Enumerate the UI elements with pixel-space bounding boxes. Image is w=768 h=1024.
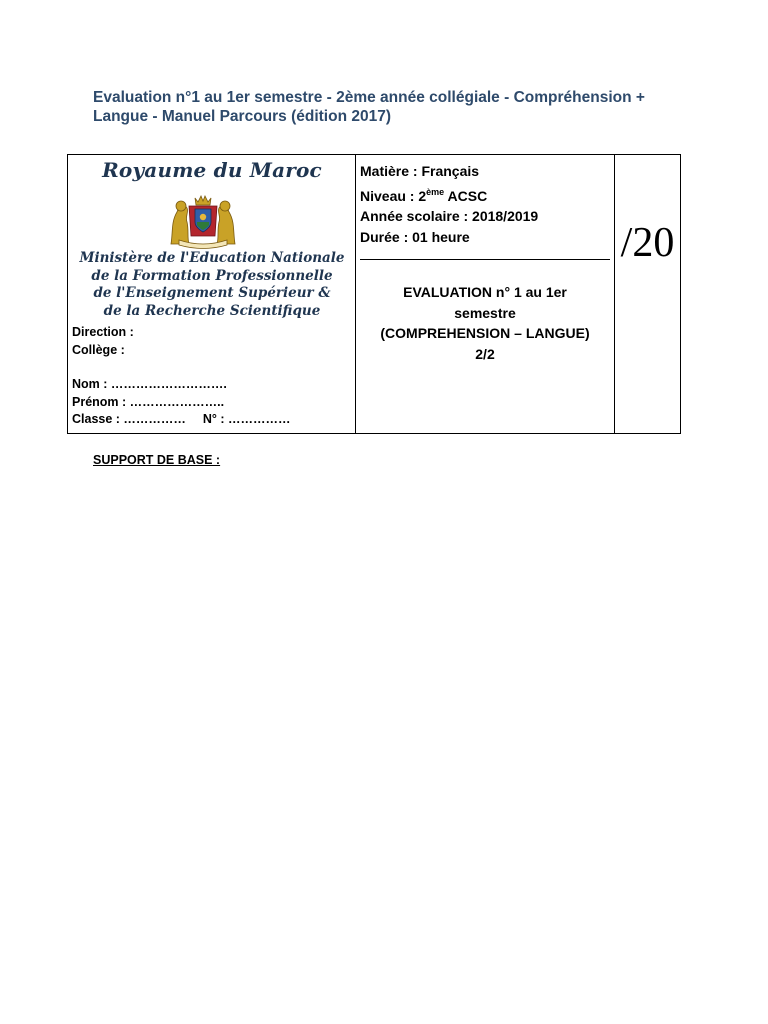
level-line: Niveau : 2ème ACSC [360, 186, 488, 204]
duration-line: Durée : 01 heure [360, 228, 470, 245]
ministry-line: de la Formation Professionnelle [91, 267, 333, 284]
document-title-line-2: Langue - Manuel Parcours (édition 2017) [93, 108, 392, 125]
school-year-line: Année scolaire : 2018/2019 [360, 208, 539, 224]
score-total: /20 [620, 220, 675, 266]
ministry-line: de la Recherche Scientifique [103, 302, 321, 319]
classe-row [72, 411, 291, 429]
ministry-line: de l'Enseignement Supérieur & [93, 285, 331, 301]
exam-header-table [67, 154, 681, 434]
moroccan-coat-of-arms-icon [167, 192, 239, 250]
classe-field: Classe : …………… [72, 412, 186, 426]
college-label: Collège : [72, 342, 125, 357]
evaluation-title: EVALUATION n° 1 au 1er semestre (COMPREHENSION – LANGUE) 2/2 [380, 284, 590, 362]
exam-details-cell [356, 155, 615, 433]
separator-line [360, 259, 610, 260]
ministry-letterhead [68, 250, 356, 320]
numero-field: N° : …………… [202, 412, 291, 426]
exam-meta [360, 161, 538, 247]
subject-line: Matière : Français [360, 163, 480, 179]
score-cell [615, 155, 680, 433]
direction-label: Direction : [72, 325, 134, 339]
document-title-line-1: Evaluation n°1 au 1er semestre - 2ème année collégiale - Compréhension + [93, 89, 645, 106]
nom-field: Nom : ………………………. [72, 377, 227, 391]
ministry-line: Ministère de l'Education Nationale [79, 250, 345, 266]
document-title [93, 88, 693, 126]
support-heading: SUPPORT DE BASE : [93, 453, 221, 467]
student-info [72, 324, 291, 429]
kingdom-heading: Royaume du Maroc [102, 158, 322, 182]
school-info-cell [68, 155, 356, 433]
prenom-field: Prénom : ………………….. [72, 394, 225, 409]
